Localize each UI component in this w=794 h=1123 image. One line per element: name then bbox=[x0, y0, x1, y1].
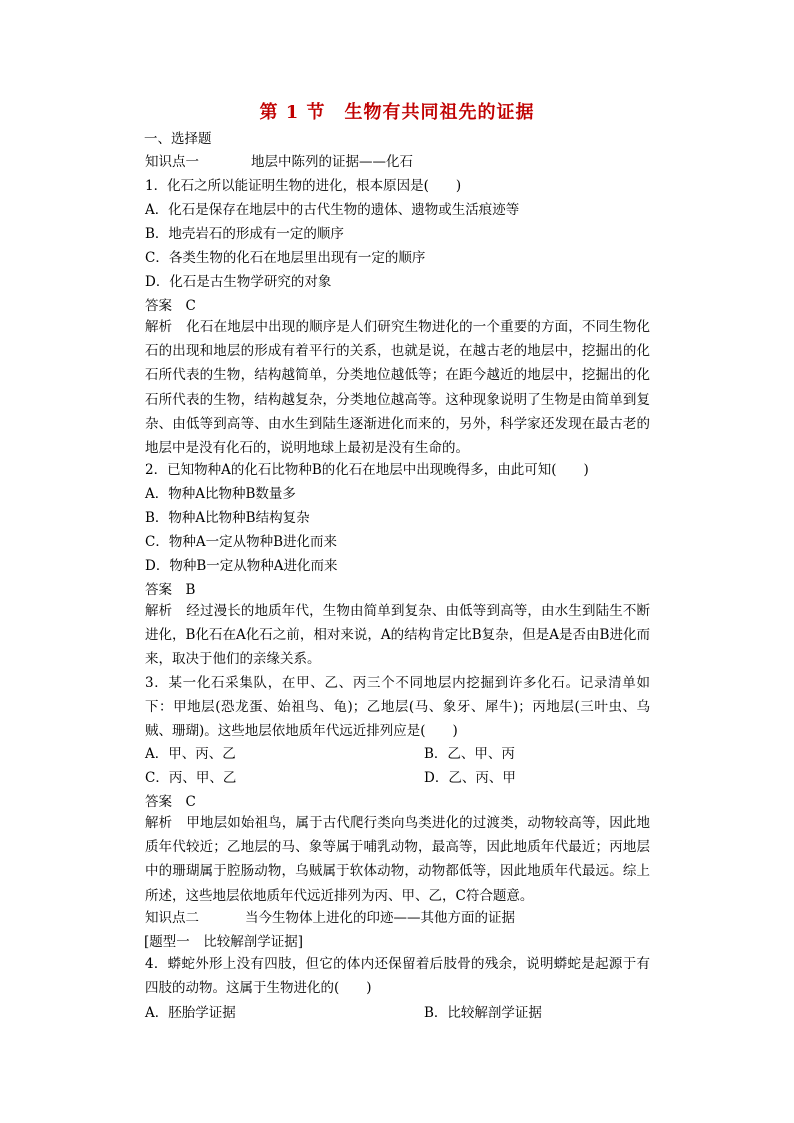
question-2-analysis bbox=[145, 599, 650, 672]
question-3-stem: 3．某一化石采集队，在甲、乙、丙三个不同地层内挖掘到许多化石。记录清单如下：甲地层(恐龙蛋、始祖鸟、龟)；乙地层(马、象牙、犀牛)；丙地层(三叶虫、乌贼、珊瑚)。这些地层依地质年代远近排列应是( ) bbox=[145, 675, 650, 740]
answer-value: B bbox=[185, 582, 196, 598]
page-title: 第 1 节 生物有共同祖先的证据 bbox=[259, 102, 535, 123]
question-2-option-d: D．物种B一定从物种A进化而来 bbox=[145, 558, 338, 574]
knowledge-point-label: 知识点二 bbox=[145, 910, 199, 926]
answer-value: C bbox=[185, 298, 196, 314]
question-2-option-a: A．物种A比物种B数量多 bbox=[145, 486, 296, 502]
question-3-answer bbox=[145, 793, 196, 811]
answer-label: 答案 bbox=[145, 298, 172, 314]
question-type-heading: [题型一 比较解剖学证据] bbox=[144, 934, 304, 950]
question-4-option-a: A．胚胎学证据 bbox=[145, 1005, 236, 1021]
question-1-option-a: A．化石是保存在地层中的古代生物的遗体、遗物或生活痕迹等 bbox=[145, 202, 520, 218]
question-2-option-c: C．物种A一定从物种B进化而来 bbox=[145, 534, 337, 550]
answer-label: 答案 bbox=[145, 794, 172, 810]
analysis-label: 解析 bbox=[145, 603, 173, 619]
knowledge-point-2 bbox=[145, 909, 515, 927]
answer-label: 答案 bbox=[145, 582, 172, 598]
analysis-text: 甲地层如始祖鸟，属于古代爬行类向鸟类进化的过渡类，动物较高等，因此地质年代较近；乙地层的马、象等属于哺乳动物，最高等，因此地质年代最近；丙地层中的珊瑚属于腔肠动物，乌贼属于软体动物，动物都低等，因此地质年代最远。综上所述，这些地层依地质年代远近排列为丙、甲、乙，C符合题意。 bbox=[145, 815, 651, 904]
question-4-option-b: B．比较解剖学证据 bbox=[424, 1005, 542, 1021]
answer-value: C bbox=[185, 794, 196, 810]
question-2-answer bbox=[145, 581, 195, 599]
question-3-option-c: C．丙、甲、乙 bbox=[145, 770, 237, 786]
question-2-option-b: B．物种A比物种B结构复杂 bbox=[145, 510, 310, 526]
question-1-stem: 1．化石之所以能证明生物的进化，根本原因是( ) bbox=[145, 178, 462, 194]
analysis-label: 解析 bbox=[145, 815, 173, 831]
question-2-stem: 2．已知物种A的化石比物种B的化石在地层中出现晚得多，由此可知( ) bbox=[145, 462, 589, 478]
question-1-analysis bbox=[145, 315, 650, 460]
knowledge-point-text: 地层中陈列的证据——化石 bbox=[251, 154, 413, 170]
question-1-option-c: C．各类生物的化石在地层里出现有一定的顺序 bbox=[145, 250, 426, 266]
knowledge-point-text: 当今生物体上进化的印迹——其他方面的证据 bbox=[245, 910, 515, 926]
analysis-text: 化石在地层中出现的顺序是人们研究生物进化的一个重要的方面，不同生物化石的出现和地层的形成有着平行的关系，也就是说，在越古老的地层中，挖掘出的化石所代表的生物，结构越简单，分类地位越低等；在距今越近的地层中，挖掘出的化石所代表的生物，结构越复杂，分类地位越高等。这种现象说明了生物是由简单到复杂、由低等到高等、由水生到陆生逐渐进化而来的，另外，科学家还发现在最古老的地层中是没有化石的，说明地球上最初是没有生命的。 bbox=[145, 319, 651, 457]
section-heading: 一、选择题 bbox=[144, 131, 212, 147]
analysis-text: 经过漫长的地质年代，生物由简单到复杂、由低等到高等，由水生到陆生不断进化，B化石在A化石之前，相对来说，A的结构肯定比B复杂，但是A是否由B进化而来，取决于他们的亲缘关系。 bbox=[145, 603, 651, 668]
question-1-option-b: B．地壳岩石的形成有一定的顺序 bbox=[145, 226, 344, 242]
analysis-label: 解析 bbox=[145, 319, 173, 335]
knowledge-point-label: 知识点一 bbox=[145, 154, 199, 170]
question-3-analysis bbox=[145, 811, 650, 908]
question-3-option-b: B．乙、甲、丙 bbox=[424, 746, 515, 762]
question-4-stem: 4．蟒蛇外形上没有四肢，但它的体内还保留着后肢骨的残余，说明蟒蛇是起源于有四肢的动物。这属于生物进化的( ) bbox=[145, 956, 650, 997]
question-1-option-d: D．化石是古生物学研究的对象 bbox=[145, 274, 332, 290]
question-1-answer bbox=[145, 297, 196, 315]
question-3-option-d: D．乙、丙、甲 bbox=[424, 770, 516, 786]
question-3-option-a: A．甲、丙、乙 bbox=[145, 746, 236, 762]
knowledge-point-1 bbox=[145, 153, 413, 171]
